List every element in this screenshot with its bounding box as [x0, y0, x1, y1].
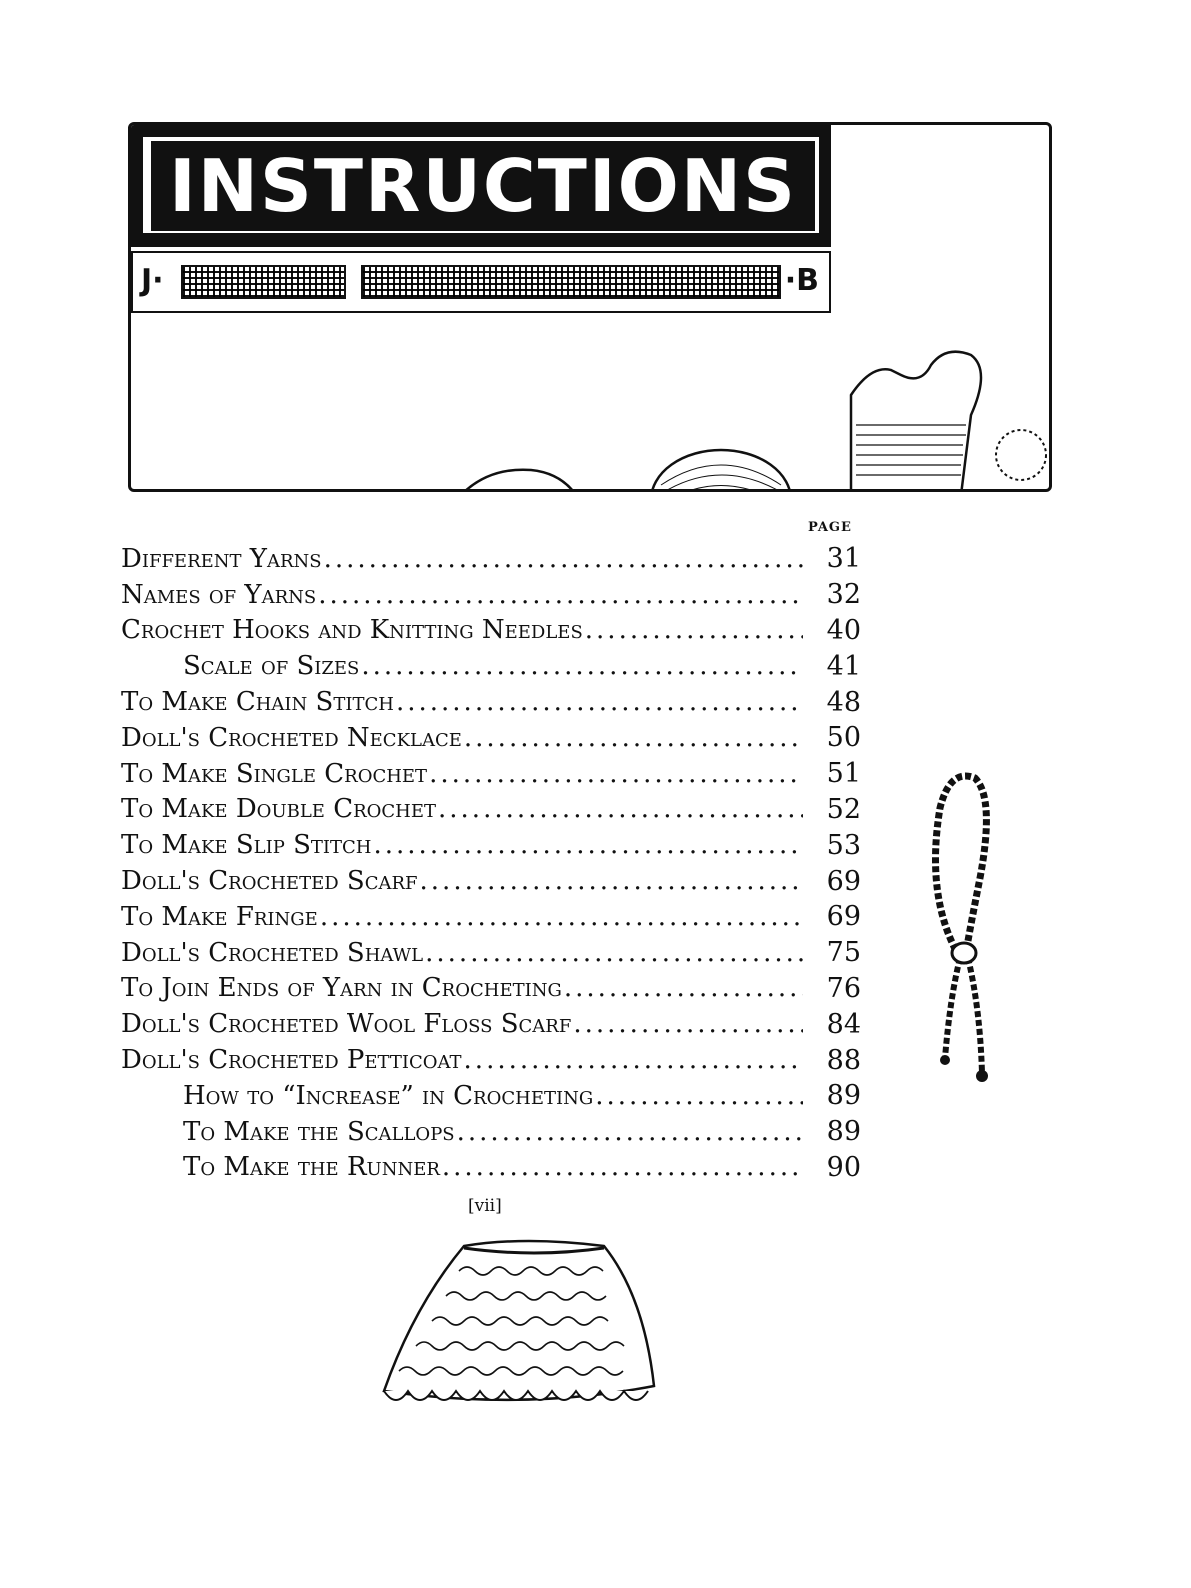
toc-entry — [121, 684, 861, 720]
dot-leader — [420, 866, 803, 896]
toc-entry-title: Scale of Sizes — [183, 651, 360, 682]
knit-cap-drawing — [431, 470, 591, 492]
yarn-illustration — [131, 245, 1051, 492]
toc-entry — [121, 1006, 861, 1042]
toc-entry-title: Doll's Crocheted Scarf — [121, 866, 418, 897]
dot-leader — [318, 580, 803, 610]
toc-entry-page: 31 — [826, 543, 861, 575]
dot-leader — [361, 651, 803, 681]
toc-entry-page: 32 — [826, 579, 861, 611]
toc-entry-title: To Make the Runner — [183, 1152, 440, 1183]
pompom-drawing — [996, 430, 1046, 480]
toc-entry-title: To Make Single Crochet — [121, 758, 428, 789]
toc-entry — [121, 720, 861, 756]
dot-leader — [573, 1009, 803, 1039]
toc-subentry — [121, 1150, 861, 1186]
dot-leader — [324, 544, 803, 574]
page-column-heading: PAGE — [808, 520, 852, 535]
toc-entry-page: 89 — [826, 1116, 861, 1148]
dot-leader — [374, 830, 804, 860]
toc-entry-title: Doll's Crocheted Necklace — [121, 722, 462, 753]
title-frame — [141, 135, 821, 235]
dot-leader — [442, 1152, 803, 1182]
toc-entry-title: Doll's Crocheted Petticoat — [121, 1045, 462, 1076]
necklace-illustration — [920, 768, 1000, 1088]
header-plate — [128, 122, 1052, 492]
table-of-contents — [121, 541, 861, 1185]
toc-entry — [121, 613, 861, 649]
dot-leader — [320, 902, 803, 932]
toc-entry-page: 53 — [826, 829, 861, 861]
dot-leader — [564, 973, 803, 1003]
toc-entry-title: To Make Fringe — [121, 901, 318, 932]
toc-entry-title: Doll's Crocheted Shawl — [121, 937, 424, 968]
dot-leader — [425, 938, 803, 968]
toc-entry-page: 51 — [826, 758, 861, 790]
toc-entry-page: 48 — [826, 686, 861, 718]
toc-entry — [121, 541, 861, 577]
toc-entry — [121, 827, 861, 863]
mitten-drawing — [851, 352, 981, 492]
dot-leader — [464, 723, 803, 753]
toc-entry-title: To Make Slip Stitch — [121, 830, 372, 861]
toc-entry-title: Doll's Crocheted Wool Floss Scarf — [121, 1009, 572, 1040]
toc-entry-title: Different Yarns — [121, 543, 322, 574]
page-title: INSTRUCTIONS — [151, 141, 815, 231]
dot-leader — [396, 687, 803, 717]
cap-pompom-right — [575, 491, 607, 492]
toc-entry-page: 88 — [826, 1044, 861, 1076]
monogram-left: J· — [141, 263, 164, 298]
toc-entry-page: 41 — [826, 650, 861, 682]
toc-entry-title: How to “Increase” in Crocheting — [183, 1080, 594, 1111]
toc-entry — [121, 577, 861, 613]
toc-entry-page: 69 — [826, 901, 861, 933]
petticoat-illustration — [374, 1236, 664, 1406]
toc-entry — [121, 899, 861, 935]
toc-entry-page: 52 — [826, 793, 861, 825]
toc-entry-title: To Make Double Crochet — [121, 794, 437, 825]
toc-entry-title: To Join Ends of Yarn in Crocheting — [121, 973, 562, 1004]
toc-entry-page: 40 — [826, 614, 861, 646]
toc-entry-page: 89 — [826, 1080, 861, 1112]
toc-entry — [121, 971, 861, 1007]
dot-leader — [595, 1081, 803, 1111]
toc-subentry — [121, 1078, 861, 1114]
toc-entry-page: 50 — [826, 722, 861, 754]
toc-entry-page: 75 — [826, 937, 861, 969]
toc-entry-title: To Make the Scallops — [183, 1116, 455, 1147]
toc-entry — [121, 935, 861, 971]
toc-entry-title: Crochet Hooks and Knitting Needles — [121, 615, 583, 646]
dot-leader — [585, 615, 803, 645]
dot-leader — [429, 759, 803, 789]
toc-entry-page: 76 — [826, 972, 861, 1004]
toc-entry — [121, 756, 861, 792]
toc-subentry — [121, 1114, 861, 1150]
dot-leader — [457, 1117, 803, 1147]
page-number: [vii] — [468, 1196, 502, 1216]
toc-entry-page: 69 — [826, 865, 861, 897]
toc-entry — [121, 1042, 861, 1078]
dot-leader — [464, 1045, 803, 1075]
toc-entry-title: To Make Chain Stitch — [121, 687, 394, 718]
title-banner — [131, 125, 831, 247]
toc-entry — [121, 792, 861, 828]
toc-entry-title: Names of Yarns — [121, 579, 317, 610]
toc-entry — [121, 863, 861, 899]
monogram-right: ·B — [784, 263, 819, 298]
dot-leader — [438, 794, 803, 824]
toc-subentry — [121, 648, 861, 684]
toc-entry-page: 90 — [826, 1151, 861, 1183]
toc-entry-page: 84 — [826, 1008, 861, 1040]
